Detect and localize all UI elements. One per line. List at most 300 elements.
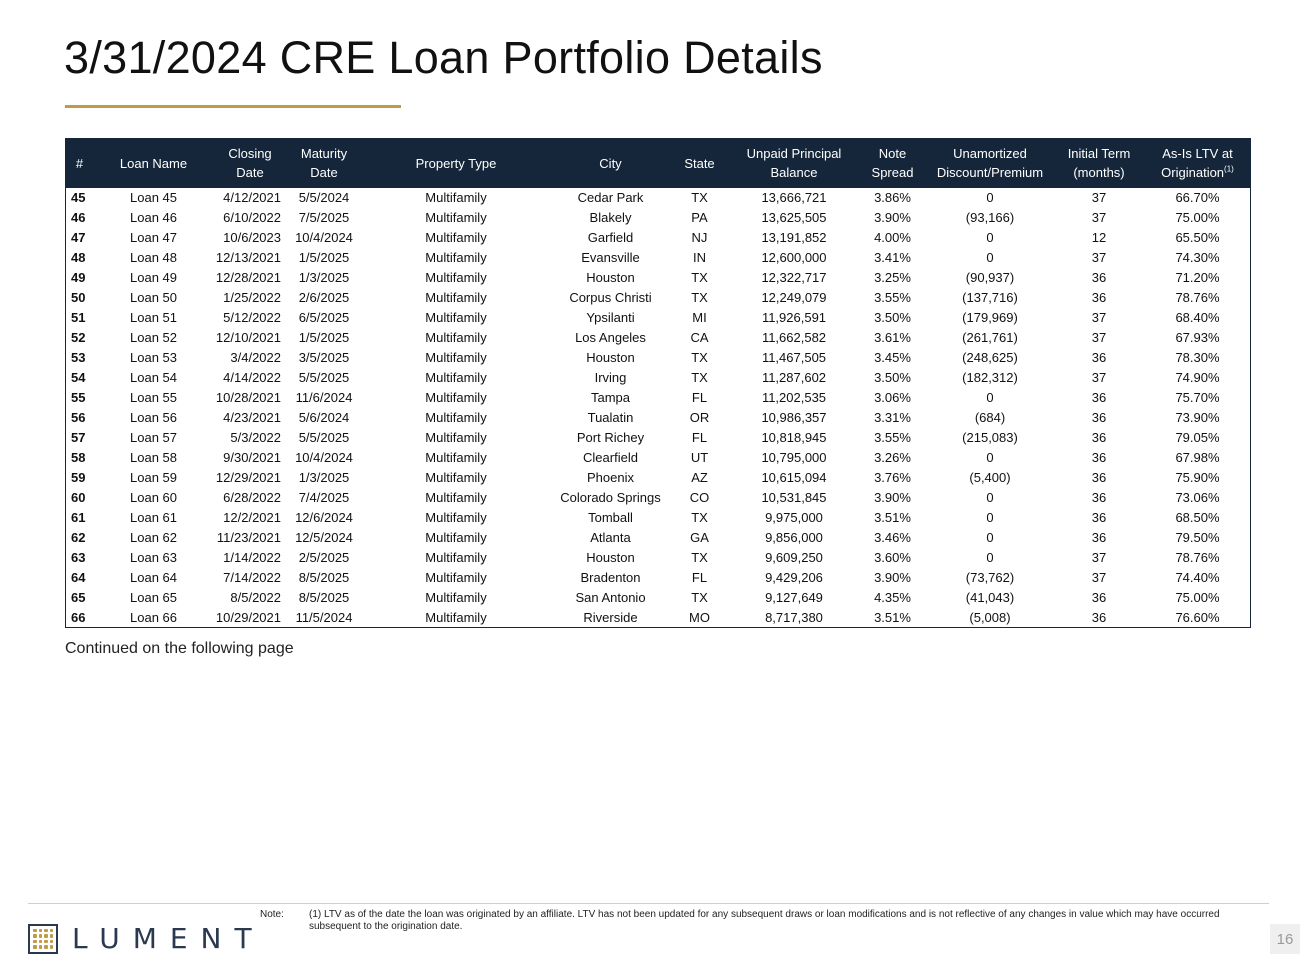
- table-row: [65, 448, 1251, 468]
- cell-note-spread: 4.00%: [874, 230, 911, 245]
- cell-discount: (90,937): [965, 270, 1015, 285]
- cell-discount: 0: [986, 250, 994, 265]
- cell-num: 60: [71, 490, 86, 505]
- cell-ltv: 73.90%: [1175, 410, 1220, 425]
- cell-property-type: Multifamily: [425, 470, 487, 485]
- cell-initial-term: 36: [1091, 350, 1107, 365]
- cell-num: 63: [71, 550, 86, 565]
- cell-upb: 11,202,535: [761, 390, 827, 405]
- cell-loan-name: Loan 56: [130, 410, 177, 425]
- lument-logo: [28, 922, 265, 955]
- cell-ltv: 71.20%: [1175, 270, 1220, 285]
- cell-city: Garfield: [587, 230, 634, 245]
- table-row: [65, 348, 1251, 368]
- cell-city: Blakely: [589, 210, 632, 225]
- cell-discount: (261,761): [962, 330, 1018, 345]
- cell-loan-name: Loan 64: [130, 570, 177, 585]
- table-row: [65, 608, 1251, 628]
- cell-loan-name: Loan 52: [130, 330, 177, 345]
- cell-closing-date: 11/23/2021: [216, 530, 281, 545]
- cell-property-type: Multifamily: [425, 590, 487, 605]
- cell-initial-term: 36: [1091, 610, 1107, 625]
- cell-maturity-date: 11/5/2024: [295, 610, 353, 625]
- cell-closing-date: 4/14/2022: [223, 370, 281, 385]
- cell-num: 50: [71, 290, 86, 305]
- cell-city: Houston: [586, 350, 635, 365]
- cell-discount: 0: [986, 450, 994, 465]
- table-body: [65, 188, 1251, 628]
- cell-discount: (93,166): [965, 210, 1015, 225]
- cell-property-type: Multifamily: [425, 430, 487, 445]
- cell-discount: 0: [986, 550, 994, 565]
- header-ltv-label: As-Is LTV at Origination: [1161, 146, 1233, 180]
- cell-closing-date: 10/29/2021: [215, 610, 281, 625]
- header-initial-term: Initial Term (months): [1054, 138, 1144, 188]
- page-title: 3/31/2024 CRE Loan Portfolio Details: [64, 32, 823, 83]
- cell-upb: 11,467,505: [761, 350, 827, 365]
- cell-initial-term: 36: [1091, 410, 1107, 425]
- cell-loan-name: Loan 66: [130, 610, 177, 625]
- cell-num: 54: [71, 370, 86, 385]
- cell-note-spread: 3.61%: [874, 330, 911, 345]
- table-row: [65, 328, 1251, 348]
- cell-closing-date: 10/6/2023: [223, 230, 281, 245]
- cell-property-type: Multifamily: [425, 330, 487, 345]
- cell-ltv: 76.60%: [1175, 610, 1220, 625]
- cell-property-type: Multifamily: [425, 450, 487, 465]
- cell-closing-date: 8/5/2022: [230, 590, 281, 605]
- header-maturity-date: Maturity Date: [287, 138, 361, 188]
- cell-loan-name: Loan 63: [130, 550, 177, 565]
- cell-city: Corpus Christi: [569, 290, 652, 305]
- header-city: City: [551, 138, 670, 188]
- cell-property-type: Multifamily: [425, 250, 487, 265]
- table-row: [65, 288, 1251, 308]
- logo-wordmark: LUMENT: [72, 922, 265, 955]
- table-row: [65, 228, 1251, 248]
- cell-state: CO: [689, 490, 710, 505]
- cell-note-spread: 3.06%: [874, 390, 911, 405]
- cell-closing-date: 5/12/2022: [223, 310, 281, 325]
- cell-loan-name: Loan 65: [130, 590, 177, 605]
- cell-initial-term: 37: [1091, 210, 1107, 225]
- header-closing-date: Closing Date: [213, 138, 287, 188]
- cell-num: 45: [71, 190, 86, 205]
- table-row: [65, 508, 1251, 528]
- cell-closing-date: 4/23/2021: [223, 410, 281, 425]
- table-row: [65, 488, 1251, 508]
- cell-city: Houston: [586, 270, 635, 285]
- cell-note-spread: 3.90%: [874, 210, 911, 225]
- cell-city: Irving: [594, 370, 627, 385]
- cell-initial-term: 36: [1091, 490, 1107, 505]
- cell-state: TX: [691, 190, 708, 205]
- cell-note-spread: 3.25%: [874, 270, 911, 285]
- cell-note-spread: 3.55%: [874, 290, 911, 305]
- cell-maturity-date: 3/5/2025: [298, 350, 350, 365]
- cell-state: MO: [689, 610, 710, 625]
- cell-num: 66: [71, 610, 86, 625]
- cell-ltv: 74.40%: [1175, 570, 1220, 585]
- cell-loan-name: Loan 46: [130, 210, 177, 225]
- cell-maturity-date: 8/5/2025: [298, 570, 350, 585]
- cell-upb: 12,322,717: [761, 270, 827, 285]
- cell-property-type: Multifamily: [425, 410, 487, 425]
- cell-num: 56: [71, 410, 86, 425]
- cell-note-spread: 4.35%: [874, 590, 911, 605]
- cell-ltv: 78.30%: [1175, 350, 1220, 365]
- logo-grid-icon: [28, 924, 58, 954]
- table-row: [65, 388, 1251, 408]
- cell-discount: 0: [986, 530, 994, 545]
- cell-closing-date: 10/28/2021: [215, 390, 281, 405]
- cell-note-spread: 3.41%: [874, 250, 911, 265]
- cell-maturity-date: 12/5/2024: [295, 530, 353, 545]
- cell-city: Ypsilanti: [586, 310, 635, 325]
- cell-note-spread: 3.45%: [874, 350, 911, 365]
- cell-property-type: Multifamily: [425, 390, 487, 405]
- cell-initial-term: 37: [1091, 550, 1107, 565]
- cell-num: 53: [71, 350, 86, 365]
- cell-state: AZ: [691, 470, 708, 485]
- cell-num: 51: [71, 310, 86, 325]
- cell-loan-name: Loan 58: [130, 450, 177, 465]
- table-row: [65, 208, 1251, 228]
- cell-num: 62: [71, 530, 86, 545]
- cell-upb: 11,662,582: [761, 330, 827, 345]
- cell-state: OR: [689, 410, 710, 425]
- cell-note-spread: 3.26%: [874, 450, 911, 465]
- cell-loan-name: Loan 48: [130, 250, 177, 265]
- cell-closing-date: 12/10/2021: [215, 330, 281, 345]
- cell-num: 46: [71, 210, 86, 225]
- cell-city: Clearfield: [583, 450, 638, 465]
- cell-state: TX: [691, 270, 708, 285]
- cell-city: Tualatin: [587, 410, 634, 425]
- cell-state: TX: [691, 550, 708, 565]
- cell-ltv: 68.40%: [1175, 310, 1220, 325]
- header-discount: Unamortized Discount/Premium: [926, 138, 1054, 188]
- table-row: [65, 428, 1251, 448]
- table-row: [65, 308, 1251, 328]
- cell-city: Evansville: [581, 250, 640, 265]
- cell-state: TX: [691, 290, 708, 305]
- cell-initial-term: 36: [1091, 390, 1107, 405]
- table-row: [65, 568, 1251, 588]
- cell-upb: 11,926,591: [761, 310, 827, 325]
- cell-property-type: Multifamily: [425, 270, 487, 285]
- cell-note-spread: 3.86%: [874, 190, 911, 205]
- cell-num: 52: [71, 330, 86, 345]
- table-row: [65, 548, 1251, 568]
- cell-initial-term: 37: [1091, 190, 1107, 205]
- cell-note-spread: 3.46%: [874, 530, 911, 545]
- cell-discount: (248,625): [962, 350, 1018, 365]
- cell-maturity-date: 1/5/2025: [298, 330, 350, 345]
- table-row: [65, 368, 1251, 388]
- cell-city: Phoenix: [587, 470, 634, 485]
- cell-note-spread: 3.50%: [874, 310, 911, 325]
- cell-state: FL: [691, 390, 708, 405]
- cell-initial-term: 37: [1091, 310, 1107, 325]
- cell-upb: 13,666,721: [761, 190, 827, 205]
- cell-maturity-date: 2/6/2025: [298, 290, 350, 305]
- cell-discount: 0: [986, 510, 994, 525]
- cell-maturity-date: 6/5/2025: [298, 310, 350, 325]
- cell-property-type: Multifamily: [425, 610, 487, 625]
- cell-loan-name: Loan 53: [130, 350, 177, 365]
- cell-state: TX: [691, 350, 708, 365]
- cell-note-spread: 3.90%: [874, 490, 911, 505]
- cell-maturity-date: 2/5/2025: [298, 550, 350, 565]
- cell-closing-date: 1/25/2022: [223, 290, 281, 305]
- cell-note-spread: 3.55%: [874, 430, 911, 445]
- table-row: [65, 408, 1251, 428]
- footer-divider: [28, 903, 1269, 904]
- cell-ltv: 73.06%: [1175, 490, 1220, 505]
- cell-state: UT: [690, 450, 709, 465]
- cell-upb: 10,795,000: [761, 450, 827, 465]
- cell-state: IN: [693, 250, 706, 265]
- table-row: [65, 268, 1251, 288]
- cell-state: MI: [692, 310, 707, 325]
- cell-closing-date: 12/2/2021: [223, 510, 281, 525]
- cell-num: 48: [71, 250, 86, 265]
- cell-loan-name: Loan 49: [130, 270, 177, 285]
- cell-ltv: 75.00%: [1175, 210, 1220, 225]
- cell-loan-name: Loan 47: [130, 230, 177, 245]
- cell-city: Bradenton: [580, 570, 641, 585]
- cell-city: Los Angeles: [575, 330, 646, 345]
- cell-maturity-date: 11/6/2024: [295, 390, 353, 405]
- cell-discount: (215,083): [962, 430, 1018, 445]
- cell-state: TX: [691, 590, 708, 605]
- cell-state: GA: [690, 530, 709, 545]
- cell-upb: 10,531,845: [761, 490, 827, 505]
- cell-property-type: Multifamily: [425, 510, 487, 525]
- note-label: Note:: [260, 909, 284, 920]
- cell-discount: (5,400): [969, 470, 1011, 485]
- cell-num: 61: [71, 510, 86, 525]
- cell-property-type: Multifamily: [425, 350, 487, 365]
- cell-property-type: Multifamily: [425, 570, 487, 585]
- table-row: [65, 468, 1251, 488]
- cell-state: CA: [690, 330, 709, 345]
- cell-maturity-date: 12/6/2024: [295, 510, 353, 525]
- cell-upb: 9,609,250: [765, 550, 823, 565]
- page-number: 16: [1270, 924, 1300, 954]
- title-underline: [65, 105, 401, 108]
- cell-upb: 13,191,852: [761, 230, 827, 245]
- cell-upb: 12,600,000: [761, 250, 827, 265]
- cell-loan-name: Loan 57: [130, 430, 177, 445]
- cell-property-type: Multifamily: [425, 290, 487, 305]
- cell-closing-date: 3/4/2022: [230, 350, 281, 365]
- cell-discount: 0: [986, 390, 994, 405]
- cell-city: Cedar Park: [577, 190, 644, 205]
- loan-portfolio-table: [65, 138, 1251, 628]
- cell-closing-date: 4/12/2021: [223, 190, 281, 205]
- cell-initial-term: 36: [1091, 590, 1107, 605]
- cell-ltv: 75.70%: [1175, 390, 1220, 405]
- cell-upb: 9,975,000: [765, 510, 823, 525]
- cell-maturity-date: 5/5/2025: [298, 430, 350, 445]
- cell-num: 59: [71, 470, 86, 485]
- cell-closing-date: 6/28/2022: [223, 490, 281, 505]
- cell-closing-date: 6/10/2022: [223, 210, 281, 225]
- cell-num: 49: [71, 270, 86, 285]
- cell-city: Atlanta: [590, 530, 631, 545]
- cell-discount: (73,762): [965, 570, 1015, 585]
- cell-discount: 0: [986, 230, 994, 245]
- cell-closing-date: 12/13/2021: [215, 250, 281, 265]
- cell-maturity-date: 1/3/2025: [298, 470, 350, 485]
- cell-ltv: 78.76%: [1175, 290, 1220, 305]
- cell-property-type: Multifamily: [425, 370, 487, 385]
- cell-loan-name: Loan 54: [130, 370, 177, 385]
- cell-closing-date: 1/14/2022: [223, 550, 281, 565]
- footnote-text: (1) LTV as of the date the loan was originated by an affiliate. LTV has not been updated for any subsequent draws or loan modifications and is not reflective of any changes in value which may have occurred subsequent to the origination date.: [309, 909, 1220, 932]
- cell-property-type: Multifamily: [425, 550, 487, 565]
- header-num: #: [65, 138, 94, 188]
- cell-city: Port Richey: [576, 430, 645, 445]
- table-row: [65, 588, 1251, 608]
- cell-state: PA: [691, 210, 708, 225]
- table-header-row: [65, 138, 1251, 188]
- header-loan-name: Loan Name: [94, 138, 213, 188]
- cell-upb: 13,625,505: [761, 210, 827, 225]
- cell-note-spread: 3.76%: [874, 470, 911, 485]
- cell-maturity-date: 7/5/2025: [298, 210, 350, 225]
- cell-initial-term: 36: [1091, 270, 1107, 285]
- cell-discount: 0: [986, 190, 994, 205]
- ltv-footnote-marker: (1): [1224, 164, 1234, 174]
- cell-city: San Antonio: [575, 590, 646, 605]
- cell-loan-name: Loan 59: [130, 470, 177, 485]
- cell-note-spread: 3.60%: [874, 550, 911, 565]
- cell-initial-term: 36: [1091, 470, 1107, 485]
- cell-property-type: Multifamily: [425, 230, 487, 245]
- cell-discount: 0: [986, 490, 994, 505]
- cell-loan-name: Loan 60: [130, 490, 177, 505]
- cell-ltv: 74.90%: [1175, 370, 1220, 385]
- cell-note-spread: 3.90%: [874, 570, 911, 585]
- cell-state: NJ: [691, 230, 708, 245]
- cell-initial-term: 36: [1091, 530, 1107, 545]
- cell-ltv: 67.98%: [1175, 450, 1220, 465]
- cell-note-spread: 3.50%: [874, 370, 911, 385]
- cell-upb: 9,127,649: [765, 590, 823, 605]
- cell-upb: 10,615,094: [761, 470, 827, 485]
- cell-discount: (684): [974, 410, 1006, 425]
- cell-loan-name: Loan 50: [130, 290, 177, 305]
- cell-ltv: 75.00%: [1175, 590, 1220, 605]
- cell-ltv: 67.93%: [1175, 330, 1220, 345]
- cell-ltv: 68.50%: [1175, 510, 1220, 525]
- cell-upb: 12,249,079: [761, 290, 827, 305]
- cell-initial-term: 37: [1091, 370, 1107, 385]
- cell-maturity-date: 1/5/2025: [298, 250, 350, 265]
- cell-state: TX: [691, 370, 708, 385]
- cell-maturity-date: 8/5/2025: [298, 590, 350, 605]
- cell-upb: 10,986,357: [761, 410, 827, 425]
- cell-ltv: 74.30%: [1175, 250, 1220, 265]
- cell-ltv: 78.76%: [1175, 550, 1220, 565]
- cell-property-type: Multifamily: [425, 490, 487, 505]
- cell-ltv: 79.50%: [1175, 530, 1220, 545]
- cell-maturity-date: 1/3/2025: [298, 270, 350, 285]
- cell-closing-date: 9/30/2021: [223, 450, 281, 465]
- cell-initial-term: 37: [1091, 570, 1107, 585]
- header-note-spread: Note Spread: [859, 138, 926, 188]
- cell-ltv: 75.90%: [1175, 470, 1220, 485]
- cell-state: TX: [691, 510, 708, 525]
- cell-initial-term: 37: [1091, 250, 1107, 265]
- cell-initial-term: 36: [1091, 510, 1107, 525]
- cell-loan-name: Loan 55: [130, 390, 177, 405]
- continued-note: Continued on the following page: [65, 640, 294, 657]
- cell-discount: (182,312): [962, 370, 1018, 385]
- header-upb: Unpaid Principal Balance: [729, 138, 859, 188]
- cell-state: FL: [691, 430, 708, 445]
- header-state: State: [670, 138, 729, 188]
- cell-num: 47: [71, 230, 86, 245]
- cell-num: 65: [71, 590, 86, 605]
- table-row: [65, 248, 1251, 268]
- cell-maturity-date: 5/6/2024: [298, 410, 350, 425]
- cell-maturity-date: 10/4/2024: [295, 230, 353, 245]
- header-ltv: [1144, 138, 1251, 188]
- cell-maturity-date: 5/5/2025: [298, 370, 350, 385]
- header-property-type: Property Type: [361, 138, 551, 188]
- cell-ltv: 66.70%: [1175, 190, 1220, 205]
- cell-upb: 10,818,945: [761, 430, 827, 445]
- cell-num: 58: [71, 450, 86, 465]
- cell-upb: 9,429,206: [765, 570, 823, 585]
- cell-initial-term: 36: [1091, 450, 1107, 465]
- cell-closing-date: 12/29/2021: [215, 470, 281, 485]
- cell-loan-name: Loan 61: [130, 510, 177, 525]
- cell-initial-term: 37: [1091, 330, 1107, 345]
- cell-maturity-date: 7/4/2025: [298, 490, 350, 505]
- cell-loan-name: Loan 45: [130, 190, 177, 205]
- cell-upb: 9,856,000: [765, 530, 823, 545]
- cell-closing-date: 5/3/2022: [230, 430, 281, 445]
- cell-state: FL: [691, 570, 708, 585]
- cell-loan-name: Loan 51: [130, 310, 177, 325]
- cell-num: 64: [71, 570, 86, 585]
- cell-city: Riverside: [583, 610, 638, 625]
- cell-num: 57: [71, 430, 86, 445]
- cell-discount: (5,008): [969, 610, 1011, 625]
- cell-num: 55: [71, 390, 86, 405]
- cell-city: Houston: [586, 550, 635, 565]
- table-row: [65, 528, 1251, 548]
- cell-property-type: Multifamily: [425, 190, 487, 205]
- cell-note-spread: 3.51%: [874, 510, 911, 525]
- cell-loan-name: Loan 62: [130, 530, 177, 545]
- cell-ltv: 65.50%: [1175, 230, 1220, 245]
- cell-initial-term: 36: [1091, 290, 1107, 305]
- cell-property-type: Multifamily: [425, 310, 487, 325]
- cell-city: Colorado Springs: [560, 490, 661, 505]
- cell-property-type: Multifamily: [425, 530, 487, 545]
- cell-discount: (179,969): [962, 310, 1018, 325]
- table-row: [65, 188, 1251, 208]
- cell-upb: 8,717,380: [765, 610, 823, 625]
- cell-discount: (137,716): [962, 290, 1018, 305]
- cell-note-spread: 3.31%: [874, 410, 911, 425]
